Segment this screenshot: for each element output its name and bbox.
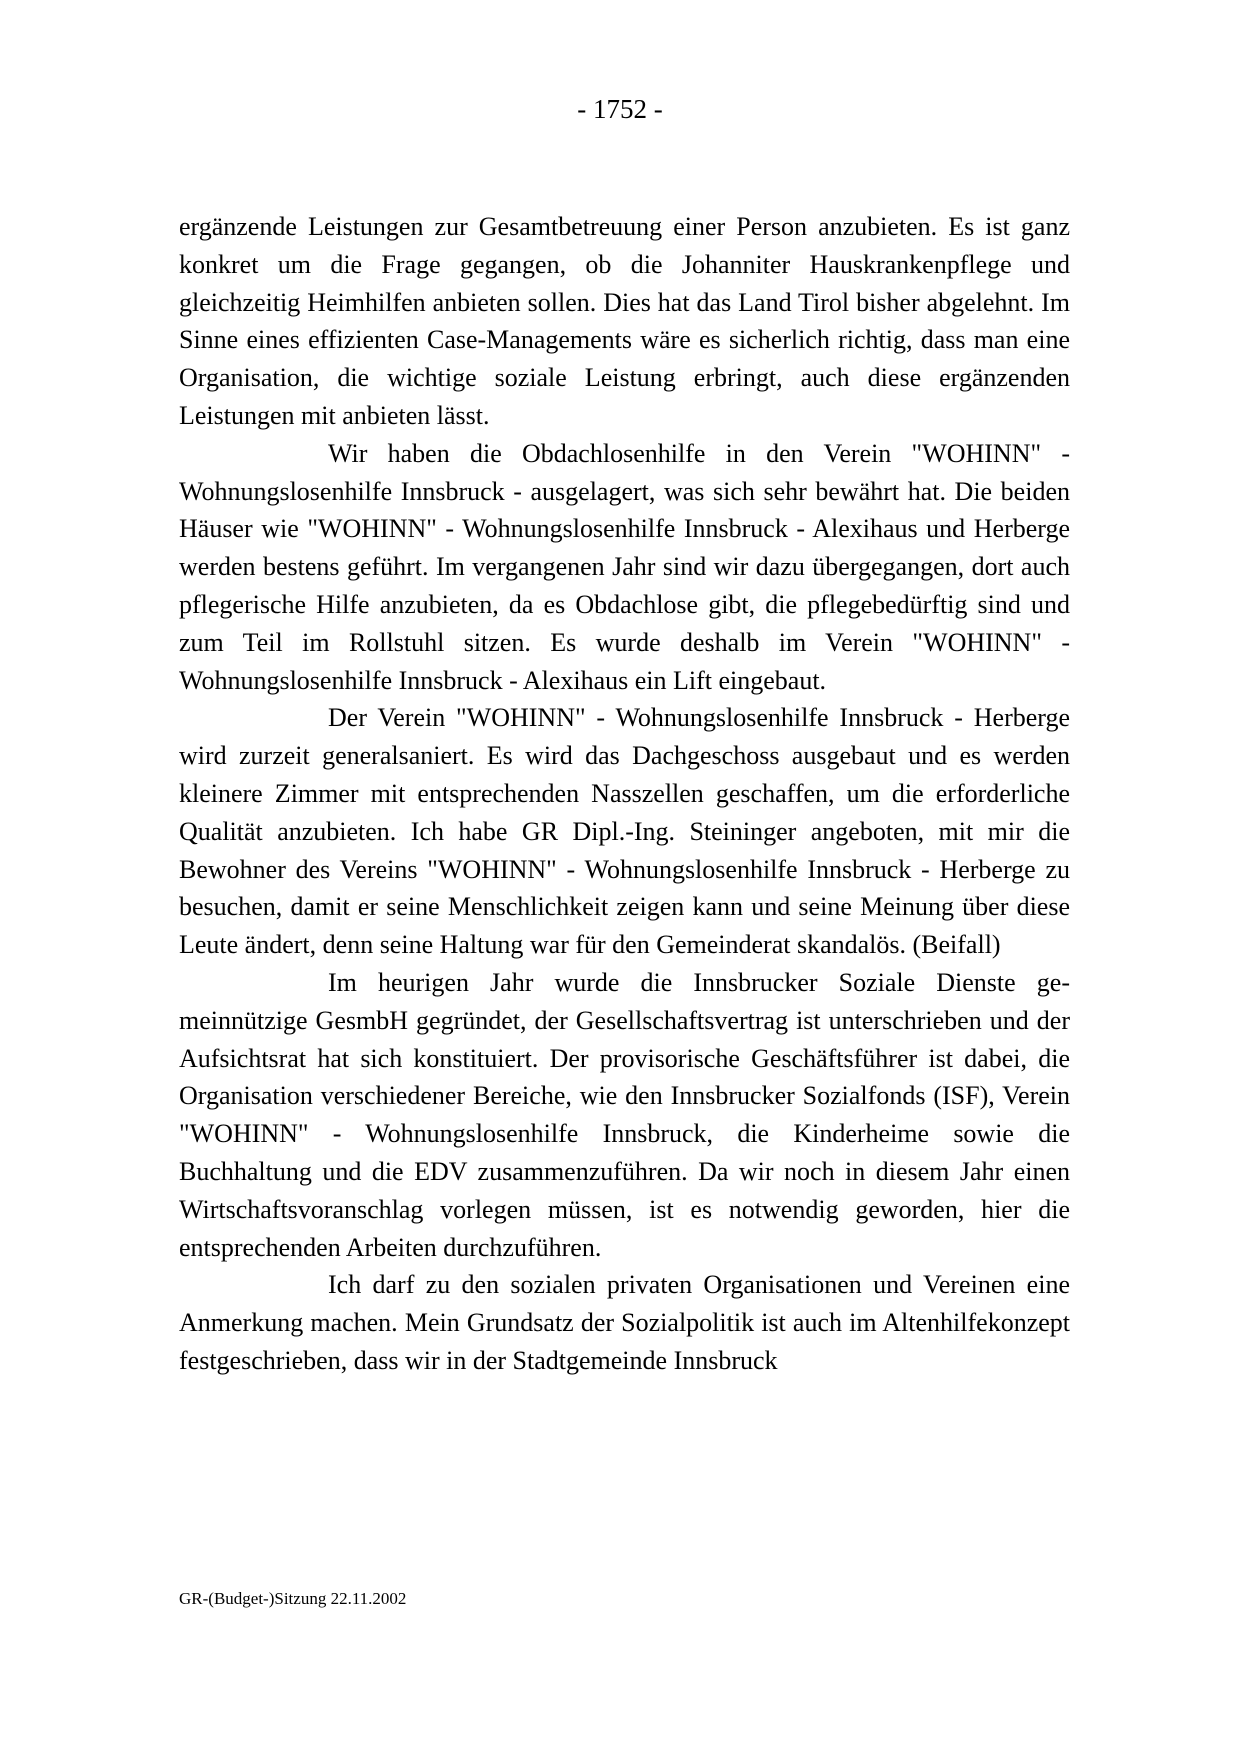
paragraph-2: Wir haben die Obdachlosenhilfe in den Verein "WOHINN" - Wohnungslosenhilfe Innsbruck - ausgelagert, was sich sehr bewährt hat. Die beiden Häuser wie "WOHINN" - Wohnungslosenhilfe Innsbruck - Alexihaus und Herberge werden bestens geführt. Im vergangenen Jahr sind wir dazu übergegangen, dort auch pflegerische Hilfe anzubieten, da es Obdachlose gibt, die pflegebedürftig sind und zum Teil im Rollstuhl sitzen. Es wurde deshalb im Verein "WOHINN" - Wohnungslosenhilfe Innsbruck - Alexihaus ein Lift eingebaut.	[179, 438, 1070, 695]
footer-session-label: GR-(Budget-)Sitzung 22.11.2002	[179, 1589, 407, 1608]
body-text	[179, 208, 1070, 1380]
paragraph-3: Der Verein "WOHINN" - Wohnungslosenhilfe Innsbruck - Herberge wird zurzeit generalsaniert. Es wird das Dachgeschoss ausgebaut und es werden kleinere Zimmer mit entsprechenden Nasszellen geschaffen, um die erforderliche Qualität anzubieten. Ich habe GR Dipl.-Ing. Steininger angeboten, mit mir die Bewohner des Vereins "WOHINN" - Wohnungslosenhilfe Innsbruck - Herberge zu besuchen, damit er seine Menschlichkeit zeigen kann und seine Meinung über diese Leute ändert, denn seine Haltung war für den Gemeinderat skandalös. (Beifall)	[179, 703, 1070, 960]
page-number: - 1752 -	[577, 94, 663, 124]
paragraph-4: Im heurigen Jahr wurde die Innsbrucker Soziale Dienste gemeinnützige GesmbH gegründet, der Gesellschaftsvertrag ist unterschrieben und der Aufsichtsrat hat sich konstituiert. Der provisorische Geschäftsführer ist dabei, die Organisation verschiedener Bereiche, wie den Innsbrucker Sozialfonds (ISF), Verein "WOHINN" - Wohnungslosenhilfe Innsbruck, die Kinderheime sowie die Buchhaltung und die EDV zusammenzuführen. Da wir noch in diesem Jahr einen Wirtschaftsvoranschlag vorlegen müssen, ist es notwendig geworden, hier die entsprechenden Arbeiten durchzuführen.	[179, 967, 1070, 1262]
paragraph-1: ergänzende Leistungen zur Gesamtbetreuung einer Person anzubieten. Es ist ganz konkret um die Frage gegangen, ob die Johanniter Hauskrankenpflege und gleichzeitig Heimhilfen anbieten sollen. Dies hat das Land Tirol bisher abgelehnt. Im Sinne eines effizienten Case-Managements wäre es sicherlich richtig, dass man eine Organisation, die wichtige soziale Leistung erbringt, auch diese ergänzenden Leistungen mit anbieten lässt.	[179, 212, 1070, 430]
paragraph-5: Ich darf zu den sozialen privaten Organisationen und Vereinen eine Anmerkung machen. Mein Grundsatz der Sozialpolitik ist auch im Altenhilfekonzept festgeschrieben, dass wir in der Stadtgemeinde Innsbruck	[179, 1270, 1070, 1375]
